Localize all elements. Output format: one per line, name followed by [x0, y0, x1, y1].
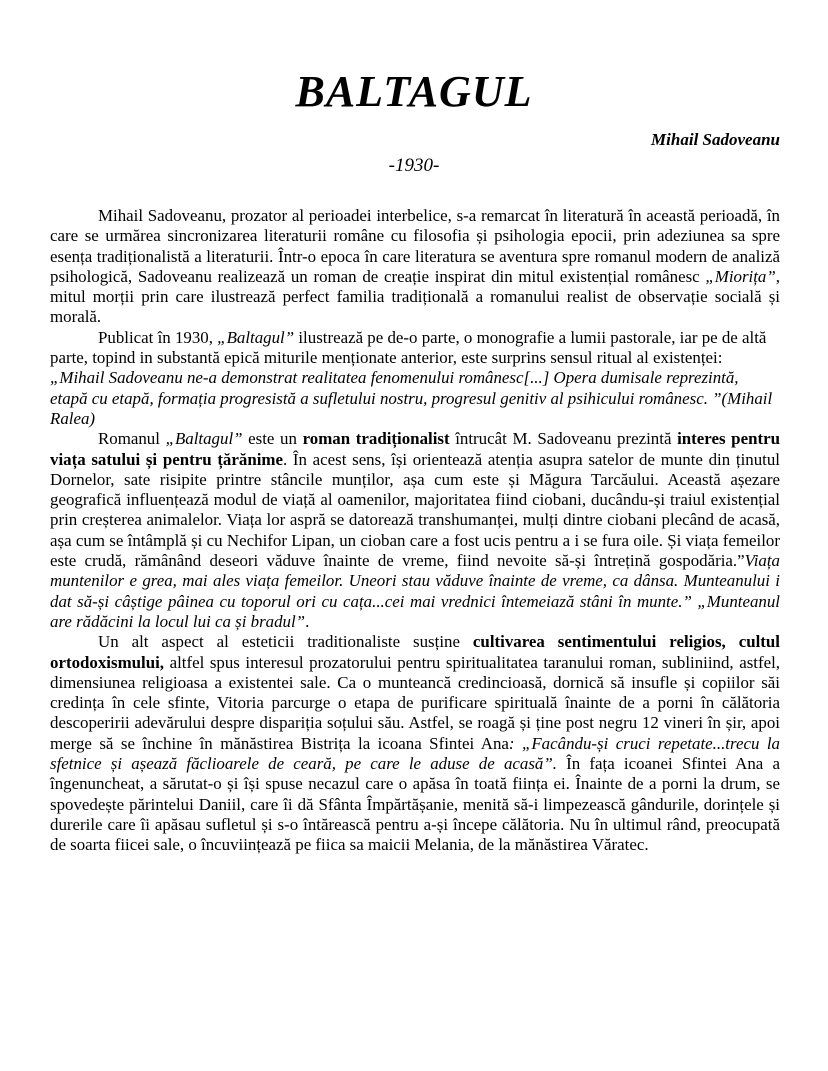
- key-term: interes pentru viața satului și pentru țărănime: [50, 429, 780, 469]
- paragraph-religious: [50, 632, 780, 855]
- author-name: Mihail Sadoveanu: [651, 130, 780, 149]
- critic-quote: „Mihail Sadoveanu ne-a demonstrat realitatea fenomenului românesc[...] Opera dumisale reprezintă, etapă cu etapă, formația progresistă a sufletului nostru, progresul genitiv al psihicului românesc. ”(Mihail Ralea): [50, 368, 773, 428]
- paragraph-text: . În acest sens, își orientează atenția asupra satelor de munte din ținutul Dornelor, sate risipite printre stâncile munților, așa cum este și Măgura Tarcăului. Această așezare geografică influențează modul de viață al oamenilor, majoritatea fiind ciobani, ducându-și traiul existențial prin creșterea animalelor. Viața lor aspră se datorează transhumanței, mulți dintre ciobani plecând de acasă, așa cum se întâmplă și cu Nechifor Lipan, un cioban care a fost ucis pentru a i se fura oile. Și viața femeilor este crudă, rămânând deseori văduve înainte de vreme, fiind nevoite să-și întrețină gospodăria.”: [50, 449, 780, 571]
- paragraph-text: Romanul: [98, 429, 166, 449]
- paragraph-traditionalist: [50, 429, 780, 632]
- paragraph-publication: [50, 328, 780, 429]
- paragraph-text: Publicat în 1930,: [98, 327, 218, 347]
- paragraph-text: altfel spus interesul prozatorului pentru spiritualitatea taranului roman, subliniind, astfel, dimensiunea religioasa a existentei sale. Ca o munteancă credincioasă, dornică să insufle și copiilor săi credința în cele sfinte, Vitoria parcurge o etapa de purificare spirituală înainte de a porni în călătoria descoperirii adevărului despre dispariția soțului său. Astfel, se roagă și ține post negru 12 vineri în șir, apoi merge să se închine în mănăstirea Bistrița la icoana Sfintei Ana: [50, 652, 780, 753]
- paragraph-text: ilustrează pe de-o parte, o monografie a lumii pastorale, iar pe de altă parte, topind in substantă epică miturile menționate anterior, este surprins sensul ritual al existenței:: [50, 327, 767, 368]
- work-reference: „Miorița”: [705, 266, 776, 286]
- novel-quote: Viața muntenilor e grea, mai ales viața femeilor. Uneori stau văduve înainte de vreme, ca dânsa. Munteanului i dat să-și câștige pâinea cu toporul ori cu cața...cei mai vrednici întemeiază stâni în munte.” „Munteanul are rădăcini la locul lui ca și bradul”: [50, 551, 780, 631]
- novel-quote: : „Facându-și cruci repetate...trecu la sfetnice și așează făclioarele de ceară, pe care le aduse de acasă”.: [50, 733, 780, 774]
- key-term: cultivarea sentimentului religios, cultul ortodoxismului,: [50, 632, 780, 672]
- essay-body: [50, 206, 780, 856]
- paragraph-intro: [50, 206, 780, 328]
- publication-year: -1930-: [388, 155, 440, 176]
- work-reference: „Baltagul”: [217, 327, 295, 347]
- paragraph-text: Mihail Sadoveanu, prozator al perioadei interbelice, s-a remarcat în literatură în această perioadă, în care se urmărea sincronizarea literaturii române cu filosofia și psihologia epocii, prin adeziunea sa spre esența tradiționalistă a literaturii. Într-o epoca în care literatura se aventura spre romanul modern de analiză psihologică, Sadoveanu realizează un roman de creație inspirat din mitul existențial românesc: [50, 206, 780, 286]
- paragraph-text: .: [305, 611, 310, 631]
- paragraph-text: În fața icoanei Sfintei Ana a îngenuncheat, a sărutat-o și își spuse necazul care o apăsa în toată ființa ei. Înainte de a porni la drum, se spovedește părintelui Daniil, care îi dă Sfânta Împărtășanie, menită să-i limpezească gândurile, dorințele și durerile care îi apăsau sufletul și s-o întărească pentru a-și începe călătoria. Nu în ultimul rând, preocupată de soarta fiicei sale, o încuviințează pe fiica sa maicii Melania, de la mănăstirea Văratec.: [50, 754, 780, 855]
- work-reference: „Baltagul”: [165, 429, 243, 449]
- paragraph-text: Un alt aspect al esteticii traditionaliste susține: [98, 632, 473, 652]
- key-term: roman tradiționalist: [302, 429, 450, 449]
- document-title: BALTAGUL: [295, 67, 533, 116]
- paragraph-text: întrucât M. Sadoveanu prezintă: [449, 429, 678, 449]
- paragraph-text: , mitul morții prin care ilustrează perfect familia tradițională a romanului realist de observație socială și morală.: [50, 266, 780, 327]
- paragraph-text: este un: [242, 429, 303, 449]
